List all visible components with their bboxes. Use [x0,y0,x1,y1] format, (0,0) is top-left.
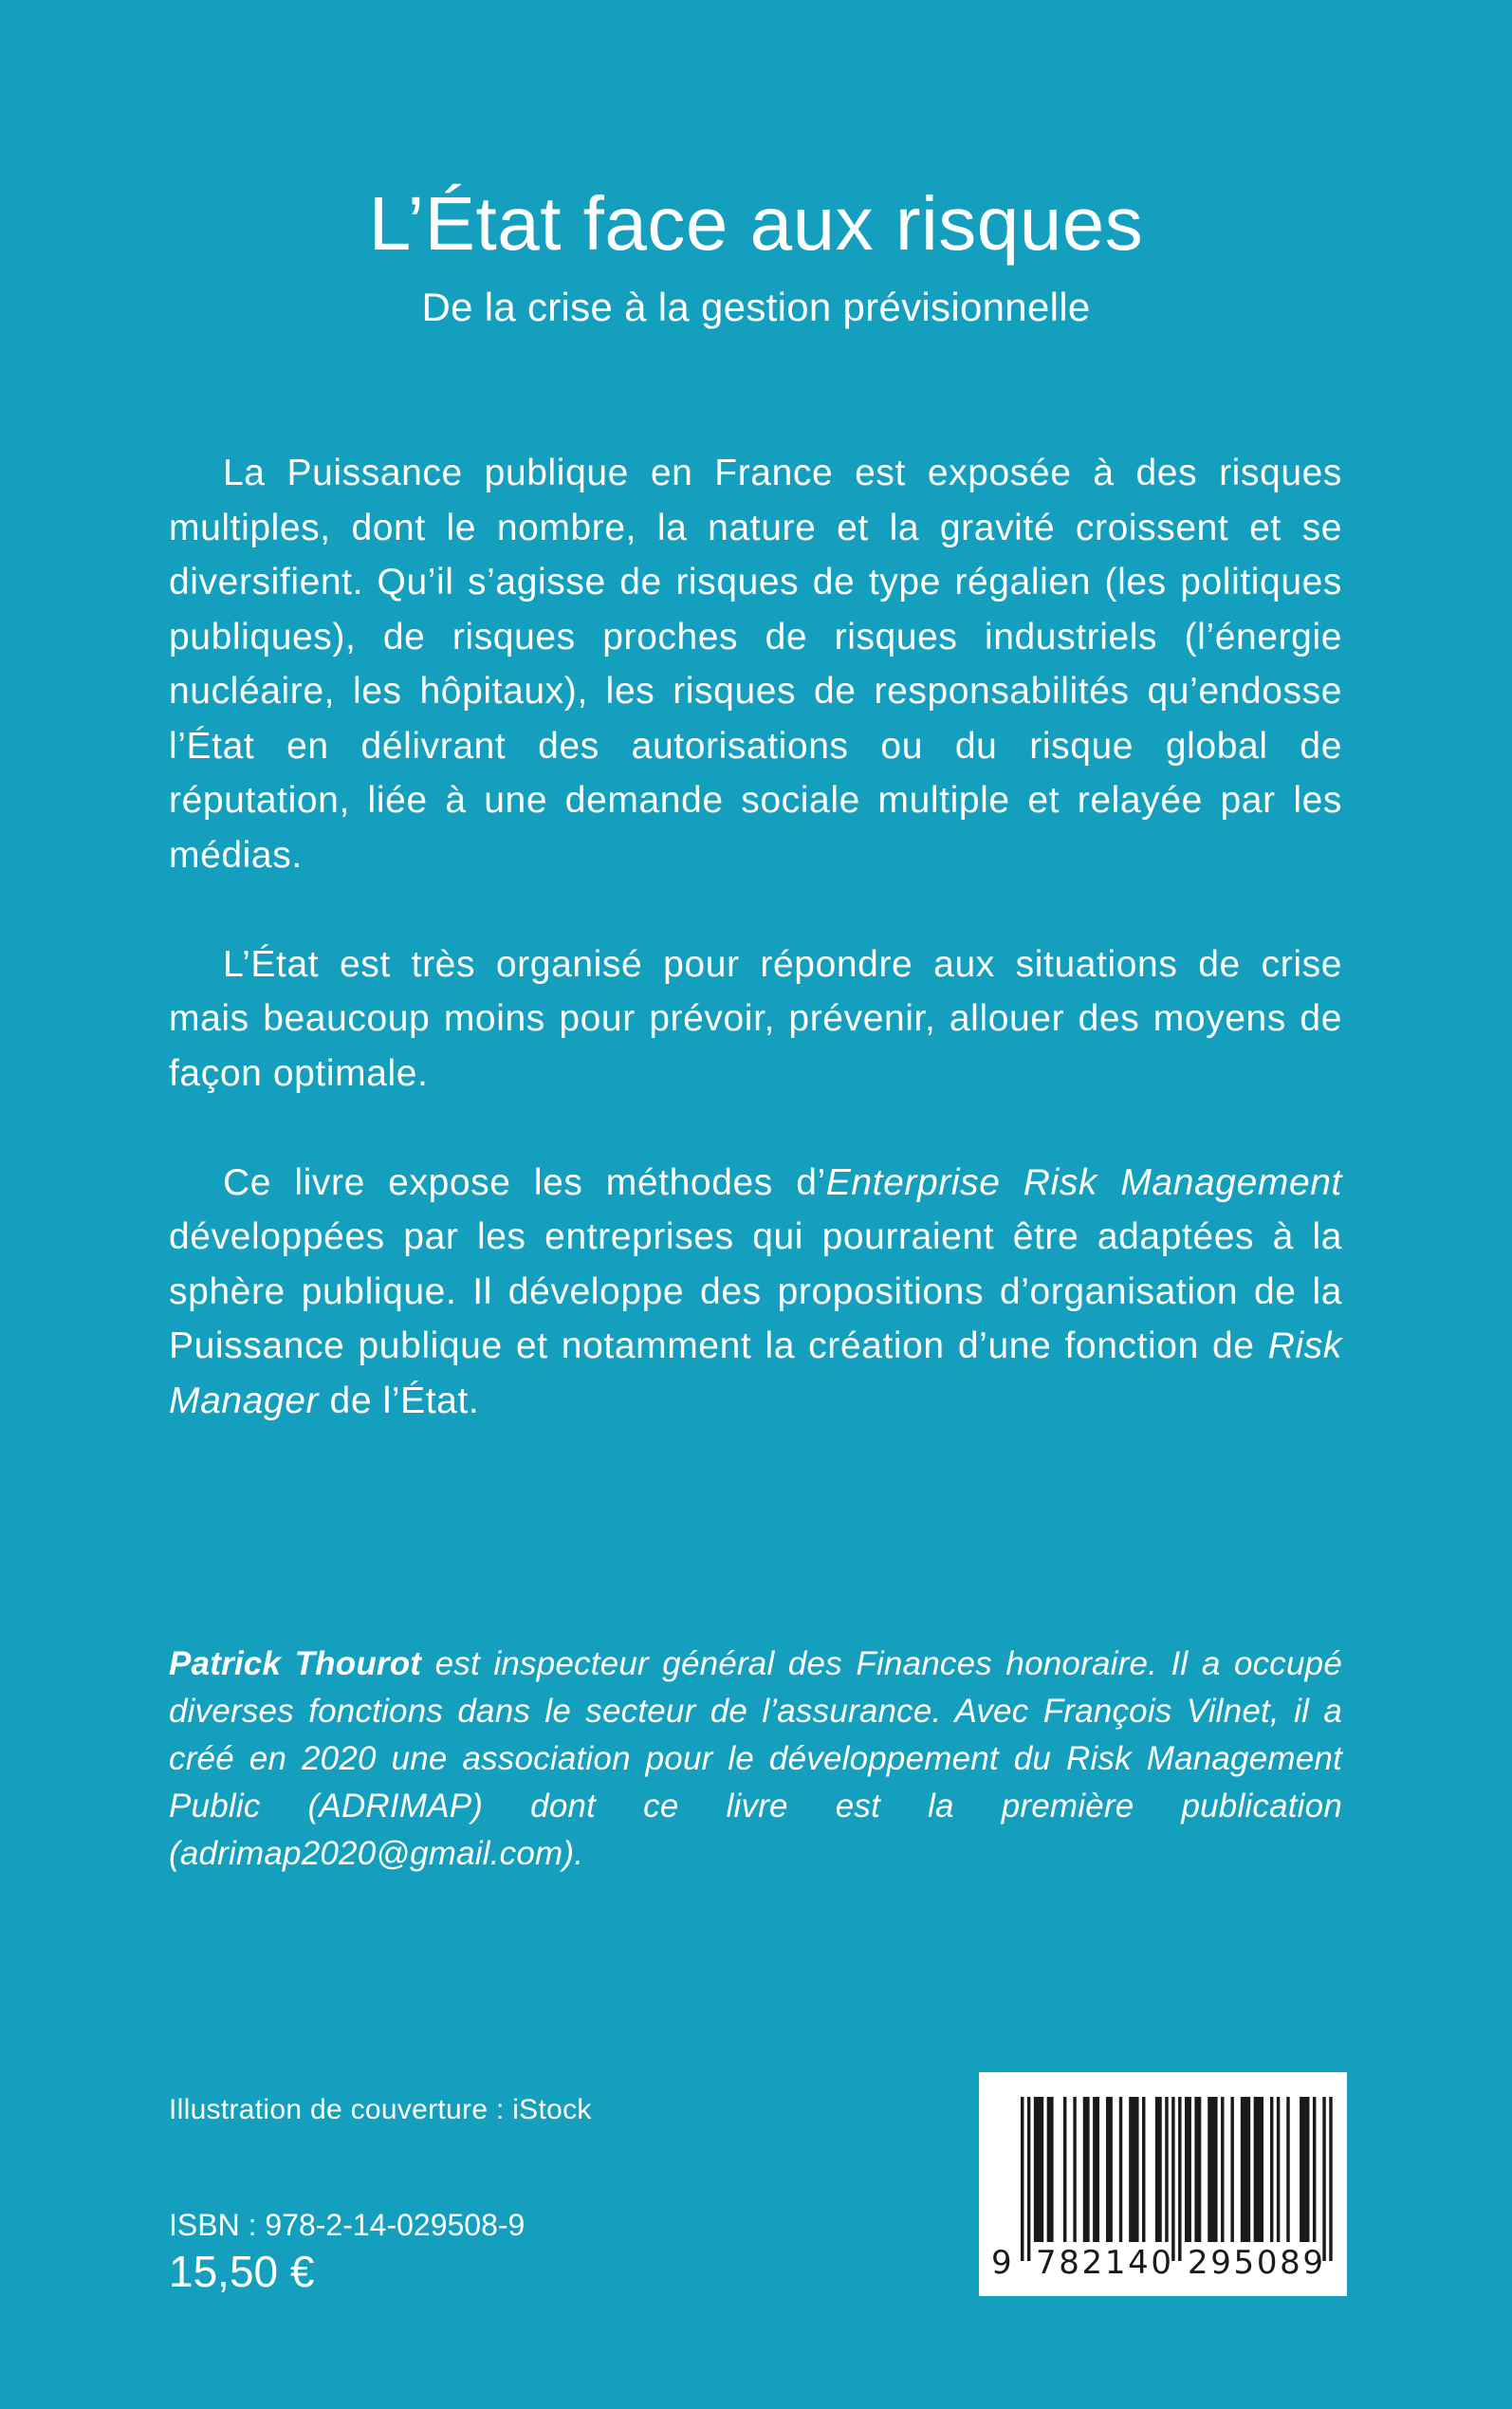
barcode-first-digit: 9 [991,2244,1012,2282]
barcode-left-digits: 782140 [1036,2244,1171,2282]
paragraph-3-text-b: développées par les entreprises qui pourraient être adaptées à la sphère publique. Il développe des propositions d’organisation de la Puissance publique et notamment la création d’une fonction de [169,1216,1342,1366]
price-label: 15,50 € [169,2247,315,2296]
book-subtitle: De la crise à la gestion prévisionnelle [421,285,1091,329]
description-paragraph-2 [169,937,1342,1102]
description-paragraph-3 [169,1156,1342,1429]
author-name: Patrick Thourot [169,1645,422,1682]
barcode-bars [1021,2097,1333,2261]
barcode [979,2072,1347,2296]
term-risk-manager: Risk Manager [169,1325,1342,1421]
term-enterprise-risk-management: Enterprise Risk Management [825,1161,1342,1203]
author-bio-text: est inspecteur général des Finances honoraire. Il a occupé diverses fonctions dans le secteur de l’assurance. Avec François Vilnet, il a créé en 2020 une association pour le développement du Risk Management Public (ADRIMAP) dont ce livre est la première publication (adrimap2020@gmail.com). [169,1645,1343,1872]
author-bio [169,1640,1342,1878]
illustration-credit: Illustration de couverture : iStock [169,2094,592,2125]
paragraph-3-text-c: de l’État. [319,1380,480,1421]
description-paragraph-1 [169,446,1342,882]
barcode-icon [979,2072,1347,2296]
book-title: L’État face aux risques [368,181,1144,266]
paragraph-3-text-a: Ce livre expose les méthodes d’ [223,1161,826,1203]
paragraph-1-text: La Puissance publique en France est exposée à des risques multiples, dont le nombre, la nature et la gravité croissent et se diversifient. Qu’il s’agisse de risques de type régalien (les politiques publiques), de risques proches de risques industriels (l’énergie nucléaire, les hôpitaux), les risques de responsabilités qu’endosse l’État en délivrant des autorisations ou du risque global de réputation, liée à une demande sociale multiple et relayée par les médias. [169,453,1342,876]
book-description [169,446,1342,1428]
barcode-right-digits: 295089 [1188,2244,1323,2282]
paragraph-2-text: L’État est très organisé pour répondre aux situations de crise mais beaucoup moins pour prévoir, prévenir, allouer des moyens de façon optimale. [169,943,1342,1094]
isbn-label: ISBN : 978-2-14-029508-9 [169,2208,526,2242]
